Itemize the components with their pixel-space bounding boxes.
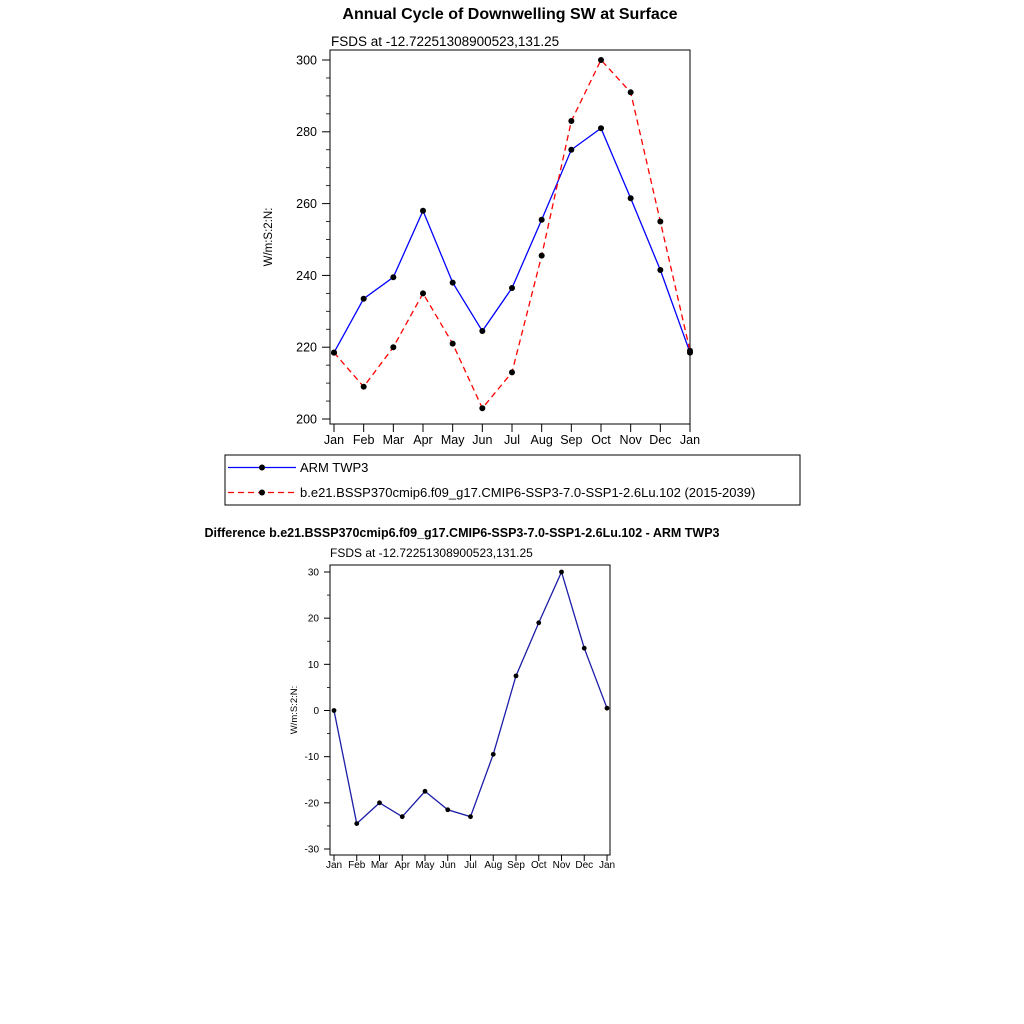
- data-point-marker: [687, 348, 693, 354]
- data-point-marker: [628, 89, 634, 95]
- data-point-marker: [598, 125, 604, 131]
- data-point-marker: [420, 208, 426, 214]
- data-point-marker: [445, 807, 450, 812]
- y-tick-label: 240: [296, 268, 317, 283]
- data-point-marker: [559, 570, 564, 575]
- y-tick-label: 300: [296, 53, 317, 68]
- y-tick-label: 260: [296, 196, 317, 211]
- x-tick-label: Nov: [552, 860, 571, 871]
- x-tick-label: Jan: [325, 860, 343, 871]
- data-point-marker: [332, 708, 337, 713]
- data-point-marker: [539, 253, 545, 259]
- data-point-marker: [450, 280, 456, 286]
- data-point-marker: [423, 789, 428, 794]
- y-tick-label: 0: [313, 706, 319, 717]
- data-point-marker: [420, 290, 426, 296]
- x-tick-label: Sep: [507, 860, 525, 871]
- x-tick-label: Jul: [464, 860, 477, 871]
- data-point-marker: [605, 706, 610, 711]
- x-tick-label: Jun: [439, 860, 456, 871]
- annual-cycle-y-axis-label: W/m:S:2:N:: [263, 207, 275, 267]
- data-point-marker: [390, 274, 396, 280]
- data-point-marker: [568, 118, 574, 124]
- annual-cycle-title: Annual Cycle of Downwelling SW at Surface: [342, 6, 678, 23]
- data-point-marker: [598, 57, 604, 63]
- y-tick-label: -20: [304, 798, 319, 810]
- annual-cycle-subtitle: FSDS at -12.72251308900523,131.25: [331, 34, 560, 49]
- y-tick-label: 220: [296, 340, 317, 355]
- data-point-marker: [377, 800, 382, 805]
- data-point-marker: [509, 285, 515, 291]
- difference-plot-area: [305, 565, 616, 871]
- difference-chart: [0, 520, 1024, 900]
- x-tick-label: Jun: [472, 433, 493, 447]
- x-tick-label: Apr: [413, 433, 433, 447]
- y-tick-label: -10: [304, 752, 319, 764]
- series-line-0: [334, 572, 607, 824]
- data-point-marker: [400, 814, 405, 819]
- data-point-marker: [568, 147, 574, 153]
- data-point-marker: [361, 296, 367, 302]
- x-tick-label: Oct: [591, 433, 611, 447]
- data-point-marker: [354, 821, 359, 826]
- difference-subtitle: FSDS at -12.72251308900523,131.25: [330, 546, 533, 560]
- data-point-marker: [331, 350, 337, 356]
- difference-title: Difference b.e21.BSSP370cmip6.f09_g17.CMIP6-SSP3-7.0-SSP1-2.6Lu.102 - ARM TWP3: [204, 526, 720, 540]
- x-tick-label: Feb: [352, 433, 375, 447]
- x-tick-label: Jan: [323, 433, 345, 447]
- plot-border: [330, 50, 690, 424]
- x-tick-label: May: [415, 860, 435, 871]
- legend: [225, 455, 800, 505]
- data-point-marker: [536, 620, 541, 625]
- plot-border: [330, 565, 610, 855]
- data-point-marker: [479, 328, 485, 334]
- y-tick-label: 20: [307, 613, 319, 625]
- x-tick-label: Nov: [619, 433, 642, 447]
- data-point-marker: [361, 384, 367, 390]
- series-line-0: [334, 128, 690, 352]
- y-tick-label: 200: [296, 412, 317, 427]
- x-tick-label: Aug: [530, 433, 553, 447]
- x-tick-label: Mar: [382, 433, 405, 447]
- x-tick-label: Apr: [394, 860, 411, 871]
- x-tick-label: Sep: [560, 433, 583, 447]
- y-tick-label: 30: [307, 567, 319, 579]
- x-tick-label: Mar: [370, 860, 389, 871]
- x-tick-label: Aug: [484, 860, 503, 871]
- data-point-marker: [390, 344, 396, 350]
- data-point-marker: [468, 814, 473, 819]
- data-point-marker: [657, 219, 663, 225]
- data-point-marker: [582, 646, 587, 651]
- x-tick-label: Jan: [598, 860, 616, 871]
- data-point-marker: [479, 405, 485, 411]
- annual-cycle-plot-area: [296, 50, 700, 447]
- legend-label: b.e21.BSSP370cmip6.f09_g17.CMIP6-SSP3-7.0-SSP1-2.6Lu.102 (2015-2039): [300, 485, 756, 501]
- y-tick-label: -30: [304, 844, 319, 856]
- data-point-marker: [657, 267, 663, 273]
- y-tick-label: 10: [307, 659, 319, 671]
- series-line-1: [334, 60, 690, 408]
- data-point-marker: [628, 195, 634, 201]
- difference-y-axis-label: W/m:S:2:N:: [289, 685, 300, 735]
- data-point-marker: [450, 341, 456, 347]
- data-point-marker: [509, 369, 515, 375]
- x-tick-label: May: [440, 433, 465, 447]
- legend-marker: [259, 465, 265, 471]
- data-point-marker: [491, 752, 496, 757]
- x-tick-label: Dec: [649, 433, 672, 447]
- legend-marker: [259, 490, 265, 496]
- x-tick-label: Dec: [575, 860, 594, 871]
- x-tick-label: Oct: [530, 860, 547, 871]
- x-tick-label: Jan: [679, 433, 701, 447]
- x-tick-label: Feb: [348, 860, 366, 871]
- y-tick-label: 280: [296, 125, 317, 140]
- legend-label: ARM TWP3: [300, 460, 369, 476]
- data-point-marker: [539, 217, 545, 223]
- x-tick-label: Jul: [504, 433, 520, 447]
- data-point-marker: [514, 673, 519, 678]
